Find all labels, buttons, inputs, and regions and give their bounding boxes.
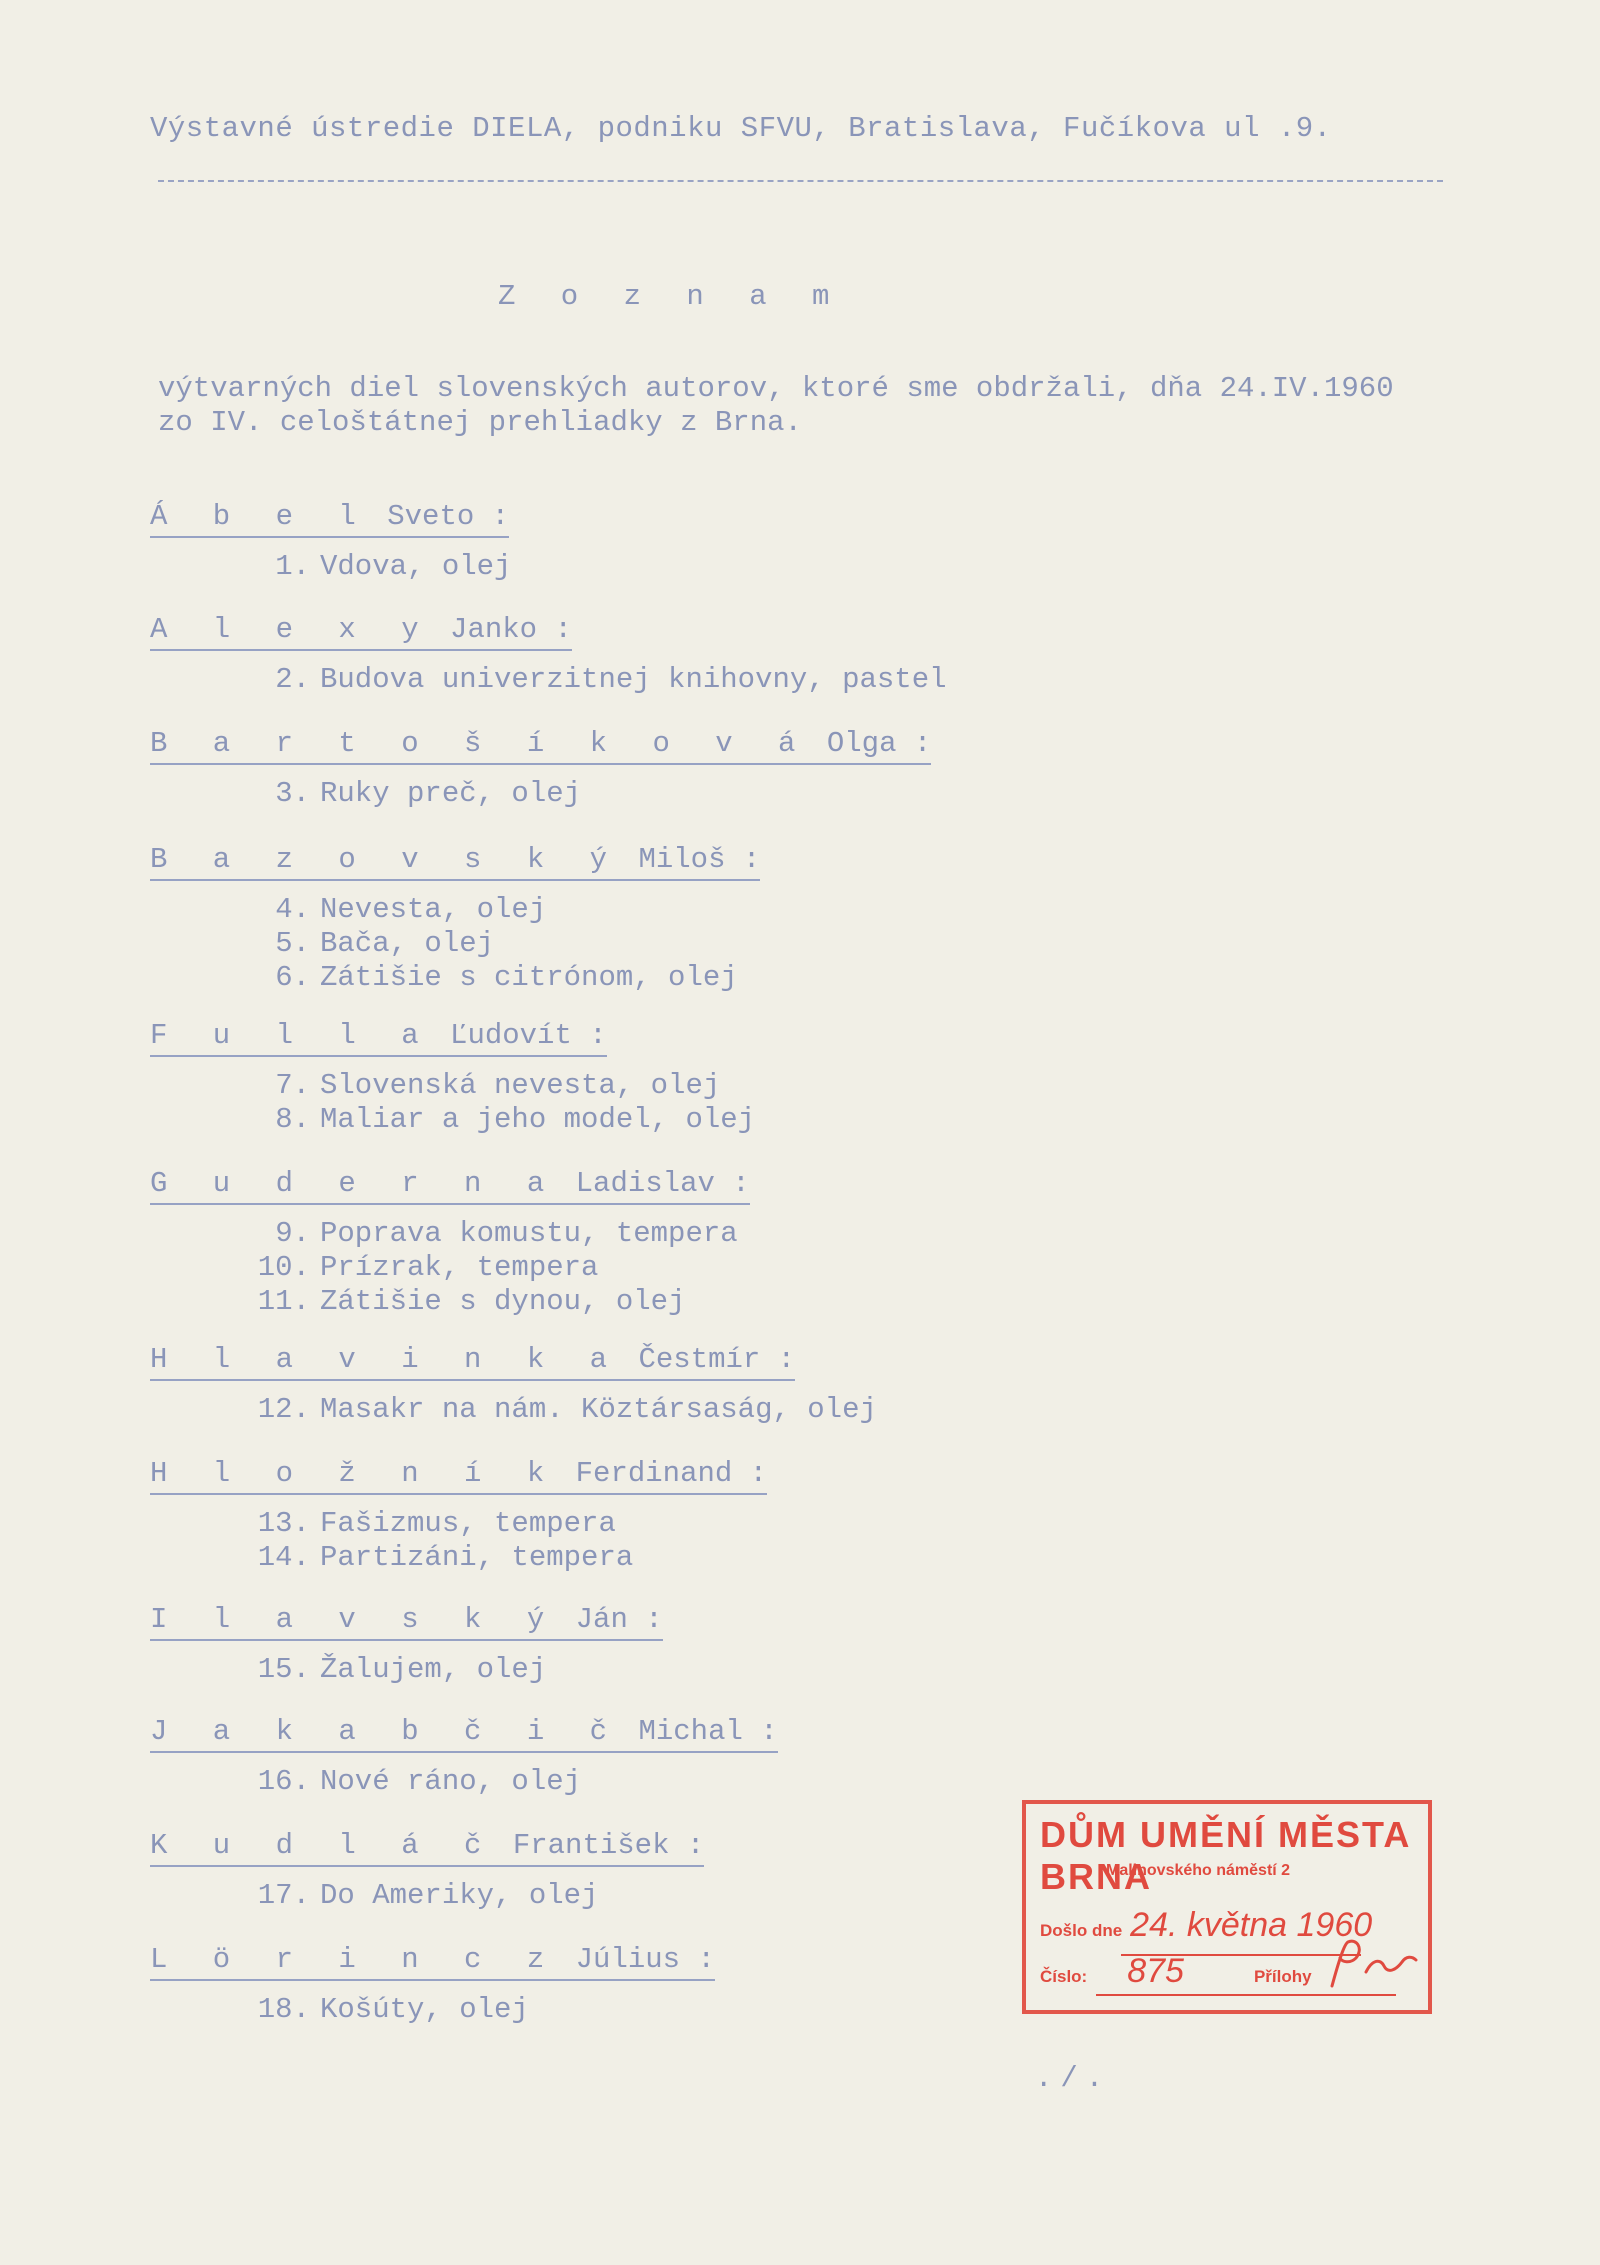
work-item	[238, 1507, 633, 1541]
intro-line-2: zo IV. celoštátnej prehliadky z Brna.	[158, 406, 802, 439]
author-first-name: Čestmír :	[638, 1343, 796, 1376]
work-title: Prízrak, tempera	[320, 1251, 599, 1284]
work-item	[238, 1653, 546, 1687]
stamp-attachments-label: Přílohy	[1253, 1967, 1312, 1986]
work-item	[238, 663, 947, 697]
work-title: Budova univerzitnej knihovny, pastel	[320, 663, 947, 696]
work-number: 2.	[275, 663, 310, 696]
work-number: 3.	[275, 777, 310, 810]
work-title: Žalujem, olej	[320, 1653, 547, 1686]
work-number: 4.	[275, 893, 310, 926]
work-title: Nevesta, olej	[320, 893, 547, 926]
author-first-name: Július :	[575, 1943, 715, 1976]
work-item	[238, 1217, 738, 1251]
work-number: 1.	[275, 550, 310, 583]
work-item	[238, 1393, 877, 1427]
work-item	[238, 777, 581, 811]
author-name	[150, 1019, 607, 1057]
header-divider	[158, 180, 1443, 182]
author-surname: Á b e l	[150, 500, 370, 533]
work-number: 13.	[257, 1507, 310, 1540]
work-item	[238, 1251, 738, 1285]
stamp-number-label: Číslo:	[1040, 1967, 1088, 1986]
stamp-number-value: 875	[1127, 1952, 1184, 1990]
work-list	[238, 663, 947, 697]
work-item	[238, 1541, 633, 1575]
author-name	[150, 500, 509, 538]
stamp-number-row	[1040, 1952, 1312, 1991]
work-title: Nové ráno, olej	[320, 1765, 582, 1798]
work-list	[238, 1879, 598, 1913]
work-list	[238, 1765, 581, 1799]
author-surname: B a z o v s k ý	[150, 843, 622, 876]
work-list	[238, 550, 511, 584]
author-first-name: František :	[512, 1829, 705, 1862]
work-item	[238, 1993, 529, 2027]
work-title: Masakr na nám. Köztársaság, olej	[320, 1393, 877, 1426]
author-name	[150, 1943, 715, 1981]
work-number: 17.	[257, 1879, 310, 1912]
work-number: 11.	[257, 1285, 310, 1318]
work-number: 16.	[257, 1765, 310, 1798]
work-item	[238, 1069, 755, 1103]
work-number: 5.	[275, 927, 310, 960]
stamp-date-row	[1040, 1906, 1372, 1945]
work-list	[238, 1653, 546, 1687]
work-title: Do Ameriky, olej	[320, 1879, 599, 1912]
author-name	[150, 1715, 778, 1753]
author-first-name: Miloš :	[638, 843, 761, 876]
work-number: 14.	[257, 1541, 310, 1574]
work-item	[238, 1765, 581, 1799]
work-number: 10.	[257, 1251, 310, 1284]
work-title: Vdova, olej	[320, 550, 512, 583]
author-name	[150, 1343, 795, 1381]
work-list	[238, 1393, 877, 1427]
work-number: 6.	[275, 961, 310, 994]
work-title: Bača, olej	[320, 927, 495, 960]
work-title: Slovenská nevesta, olej	[320, 1069, 721, 1102]
stamp-number-line	[1096, 1994, 1396, 1996]
work-title: Poprava komustu, tempera	[320, 1217, 738, 1250]
author-surname: F u l l a	[150, 1019, 433, 1052]
work-number: 12.	[257, 1393, 310, 1426]
work-number: 18.	[257, 1993, 310, 2026]
author-name	[150, 1829, 704, 1867]
work-item	[238, 961, 738, 995]
work-title: Zátišie s dynou, olej	[320, 1285, 686, 1318]
author-name	[150, 1457, 767, 1495]
author-name	[150, 1167, 750, 1205]
stamp-title: DŮM UMĚNÍ MĚSTA BRNA	[1040, 1814, 1410, 1897]
work-title: Ruky preč, olej	[320, 777, 582, 810]
work-number: 8.	[275, 1103, 310, 1136]
work-list	[238, 1069, 755, 1137]
work-number: 9.	[275, 1217, 310, 1250]
author-surname: H l o ž n í k	[150, 1457, 559, 1490]
stamp-date-label: Došlo dne	[1040, 1921, 1123, 1940]
work-item	[238, 1879, 598, 1913]
work-item	[238, 927, 738, 961]
author-surname: H l a v i n k a	[150, 1343, 622, 1376]
stamp-address: Malinovského náměstí 2	[1106, 1862, 1291, 1879]
document-title: Z o z n a m	[498, 280, 844, 313]
work-item	[238, 1103, 755, 1137]
work-list	[238, 1507, 633, 1575]
work-title: Partizáni, tempera	[320, 1541, 634, 1574]
work-number: 15.	[257, 1653, 310, 1686]
work-item	[238, 893, 738, 927]
author-first-name: Ladislav :	[575, 1167, 750, 1200]
letterhead: Výstavné ústredie DIELA, podniku SFVU, Bratislava, Fučíkova ul .9.	[150, 112, 1332, 145]
continuation-mark: ./.	[1035, 2062, 1112, 2095]
author-name	[150, 843, 760, 881]
work-title: Košúty, olej	[320, 1993, 529, 2026]
work-list	[238, 1217, 738, 1319]
author-surname: A l e x y	[150, 613, 433, 646]
author-name	[150, 1603, 663, 1641]
work-item	[238, 550, 511, 584]
work-title: Fašizmus, tempera	[320, 1507, 616, 1540]
author-surname: L ö r i n c z	[150, 1943, 559, 1976]
author-name	[150, 613, 572, 651]
work-list	[238, 777, 581, 811]
signature-mark	[1326, 1934, 1421, 1994]
author-surname: G u d e r n a	[150, 1167, 559, 1200]
stamp-date-value: 24. května 1960	[1130, 1906, 1373, 1944]
received-stamp	[1022, 1800, 1432, 2014]
author-surname: J a k a b č i č	[150, 1715, 622, 1748]
author-first-name: Michal :	[638, 1715, 778, 1748]
intro-line-1: výtvarných diel slovenských autorov, ktoré sme obdržali, dňa 24.IV.1960	[158, 372, 1394, 405]
work-list	[238, 1993, 529, 2027]
author-surname: B a r t o š í k o v á	[150, 727, 810, 760]
author-name	[150, 727, 931, 765]
work-item	[238, 1285, 738, 1319]
author-surname: K u d l á č	[150, 1829, 496, 1862]
work-number: 7.	[275, 1069, 310, 1102]
author-first-name: Ján :	[575, 1603, 663, 1636]
work-title: Zátišie s citrónom, olej	[320, 961, 738, 994]
author-first-name: Sveto :	[387, 500, 510, 533]
author-first-name: Ferdinand :	[575, 1457, 768, 1490]
author-first-name: Janko :	[450, 613, 572, 646]
work-list	[238, 893, 738, 995]
author-first-name: Olga :	[826, 727, 932, 760]
author-first-name: Ľudovít :	[450, 1019, 607, 1052]
work-title: Maliar a jeho model, olej	[320, 1103, 756, 1136]
author-surname: I l a v s k ý	[150, 1603, 559, 1636]
